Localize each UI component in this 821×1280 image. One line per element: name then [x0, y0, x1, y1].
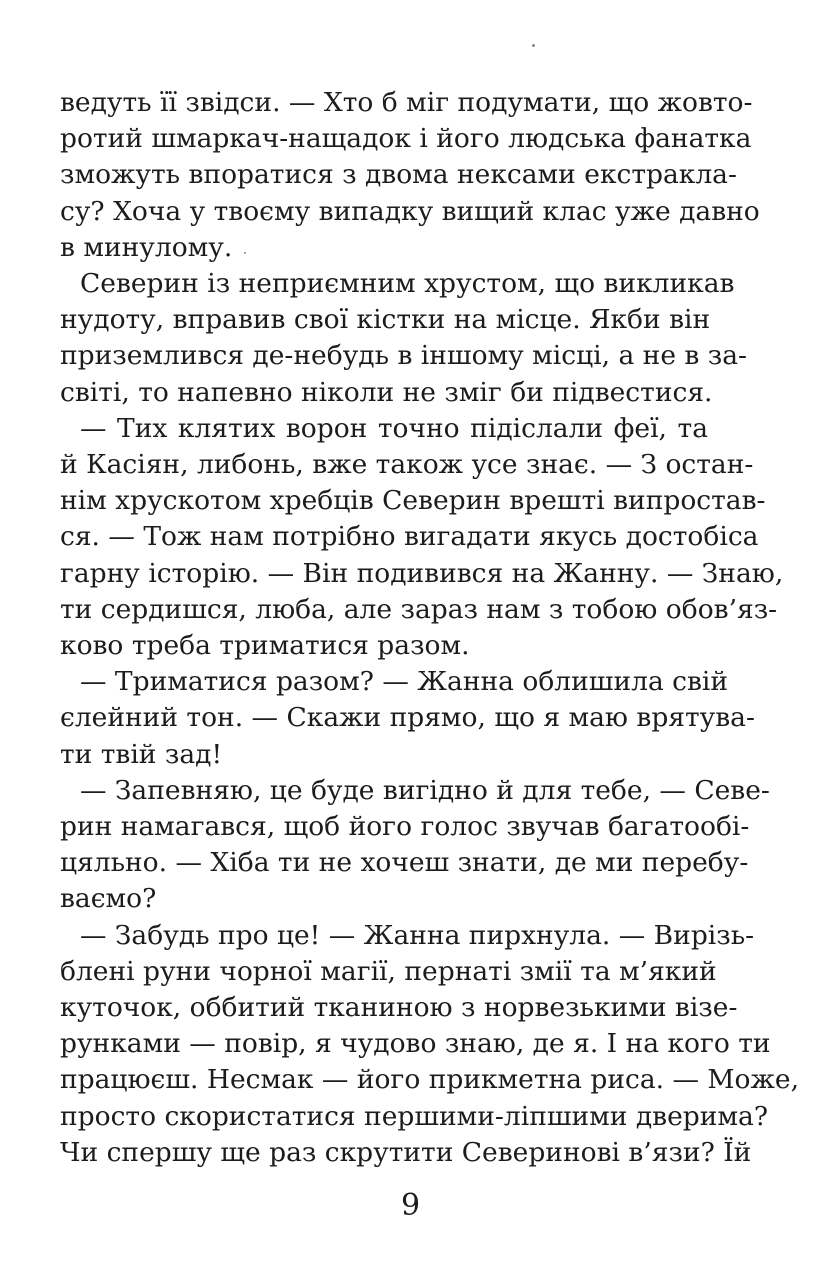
paragraph-first-line: — Забудь про це! — Жанна пирхнула. — Вирізь-	[80, 919, 755, 951]
page-number: 9	[400, 1188, 421, 1223]
text-line: рунками — повір, я чудово знаю, де я. І на кого ти	[60, 1028, 771, 1060]
text-line: приземлився де-небудь в іншому місці, а не в за-	[60, 340, 747, 372]
scan-speck	[244, 252, 246, 254]
text-line: світі, то напевно ніколи не зміг би підвестися.	[60, 376, 713, 408]
paragraph-first-line: Северин із неприємним хрустом, що викликав	[80, 268, 735, 299]
text-line: зможуть впоратися з двома нексами екстракла-	[60, 159, 737, 191]
text-line: просто скористатися першими-ліпшими дверима?	[60, 1100, 769, 1132]
paragraph-first-line: — Тих клятих ворон точно підіслали феї, та	[80, 412, 708, 444]
text-line: єлейний тон. — Скажи прямо, що я маю врятува-	[60, 702, 755, 734]
text-line: ти сердишся, люба, але зараз нам з тобою обов’яз-	[60, 593, 778, 625]
text-line: ти твій зад!	[60, 738, 223, 770]
scan-speck	[532, 44, 535, 47]
text-line: й Касіян, либонь, вже також усе знає. — З остан-	[60, 449, 754, 480]
text-line: в минулому.	[60, 231, 233, 263]
text-line: су? Хоча у твоєму випадку вищий клас уже давно	[60, 195, 760, 227]
text-line: цяльно. — Хіба ти не хочеш знати, де ми перебу-	[60, 847, 749, 879]
text-line: ваємо?	[60, 883, 157, 915]
text-line: рин намагався, щоб його голос звучав багатообі-	[60, 811, 750, 842]
text-line: працюєш. Несмак — його прикметна риса. — Може,	[60, 1064, 799, 1096]
text-line: нім хрускотом хребців Северин врешті випростав-	[60, 485, 766, 517]
text-line: куточок, оббитий тканиною з норвезькими візе-	[60, 992, 738, 1023]
paragraph-first-line: — Запевняю, це буде вигідно й для тебе, — Севе-	[80, 774, 770, 806]
text-line: блені руни чорної магії, пернаті змії та м’який	[60, 955, 717, 987]
text-line: ково треба триматися разом.	[60, 630, 470, 661]
text-line: гарну історію. — Він подивився на Жанну. — Знаю,	[60, 557, 784, 589]
text-line: ся. — Тож нам потрібно вигадати якусь достобіса	[60, 521, 759, 553]
text-line: Чи спершу ще раз скрутити Северинові в’язи? Їй	[60, 1136, 752, 1168]
paragraph-first-line: — Триматися разом? — Жанна облишила свій	[80, 666, 729, 698]
text-line: ведуть її звідси. — Хто б міг подумати, що жовто-	[60, 87, 753, 118]
text-line: ротий шмаркач-нащадок і його людська фанатка	[60, 123, 752, 155]
text-line: нудоту, вправив свої кістки на місце. Якби він	[60, 304, 711, 336]
